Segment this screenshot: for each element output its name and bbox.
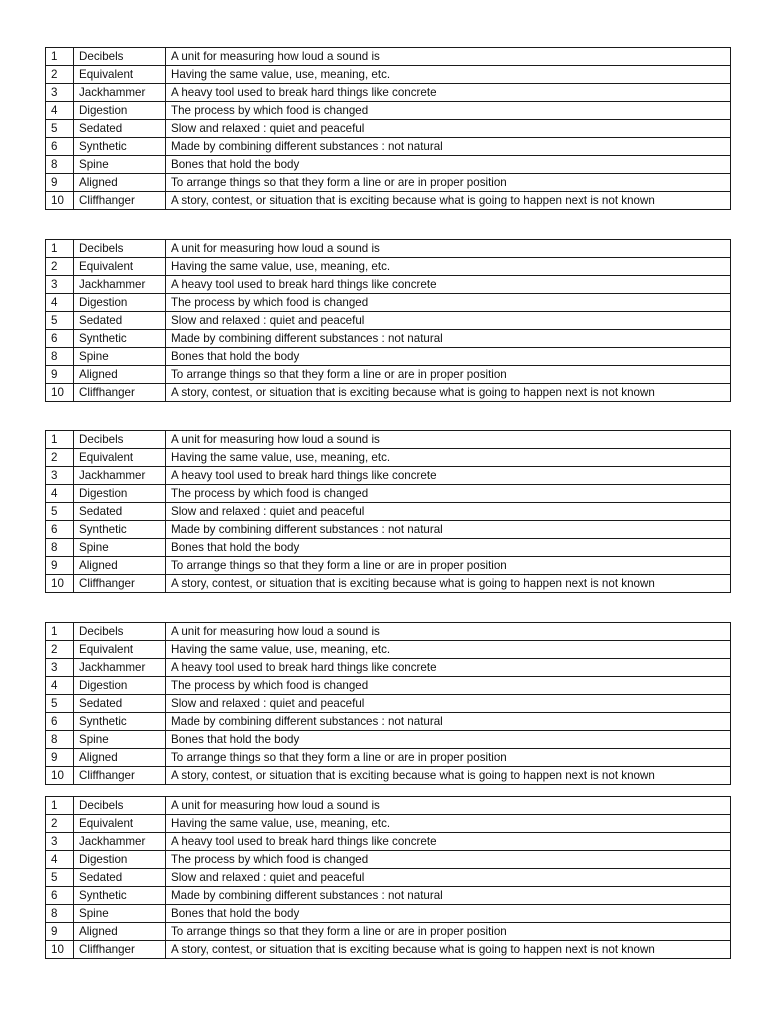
table-row bbox=[46, 941, 731, 959]
definition-cell: A story, contest, or situation that is exciting because what is going to happen next is not known bbox=[166, 192, 731, 210]
row-number-cell: 3 bbox=[46, 833, 74, 851]
vocabulary-word-cell: Sedated bbox=[74, 312, 166, 330]
table-row bbox=[46, 66, 731, 84]
table-row bbox=[46, 449, 731, 467]
table-row bbox=[46, 833, 731, 851]
definition-cell: The process by which food is changed bbox=[166, 851, 731, 869]
table-row bbox=[46, 641, 731, 659]
table-row bbox=[46, 366, 731, 384]
vocabulary-word-cell: Equivalent bbox=[74, 815, 166, 833]
row-number-cell: 10 bbox=[46, 384, 74, 402]
row-number-cell: 6 bbox=[46, 521, 74, 539]
row-number-cell: 9 bbox=[46, 923, 74, 941]
definition-cell: Bones that hold the body bbox=[166, 156, 731, 174]
definition-cell: A heavy tool used to break hard things like concrete bbox=[166, 833, 731, 851]
definition-cell: Made by combining different substances : not natural bbox=[166, 138, 731, 156]
definition-cell: Slow and relaxed : quiet and peaceful bbox=[166, 869, 731, 887]
definition-cell: Slow and relaxed : quiet and peaceful bbox=[166, 695, 731, 713]
definition-cell: A unit for measuring how loud a sound is bbox=[166, 48, 731, 66]
vocabulary-word-cell: Cliffhanger bbox=[74, 384, 166, 402]
vocabulary-word-cell: Decibels bbox=[74, 240, 166, 258]
vocabulary-word-cell: Aligned bbox=[74, 923, 166, 941]
vocabulary-table-body bbox=[46, 48, 731, 210]
definition-cell: A unit for measuring how loud a sound is bbox=[166, 240, 731, 258]
vocabulary-word-cell: Digestion bbox=[74, 677, 166, 695]
row-number-cell: 4 bbox=[46, 294, 74, 312]
table-row bbox=[46, 851, 731, 869]
definition-cell: To arrange things so that they form a line or are in proper position bbox=[166, 749, 731, 767]
definition-cell: Bones that hold the body bbox=[166, 905, 731, 923]
definition-cell: Made by combining different substances : not natural bbox=[166, 713, 731, 731]
table-row bbox=[46, 749, 731, 767]
definition-cell: A heavy tool used to break hard things like concrete bbox=[166, 659, 731, 677]
table-row bbox=[46, 713, 731, 731]
vocabulary-table bbox=[45, 47, 731, 210]
vocabulary-table-body bbox=[46, 623, 731, 785]
definition-cell: Having the same value, use, meaning, etc. bbox=[166, 641, 731, 659]
vocabulary-word-cell: Synthetic bbox=[74, 521, 166, 539]
table-row bbox=[46, 174, 731, 192]
row-number-cell: 4 bbox=[46, 677, 74, 695]
vocabulary-word-cell: Jackhammer bbox=[74, 833, 166, 851]
vocabulary-word-cell: Digestion bbox=[74, 102, 166, 120]
vocabulary-word-cell: Aligned bbox=[74, 557, 166, 575]
table-row bbox=[46, 48, 731, 66]
table-row bbox=[46, 539, 731, 557]
definition-cell: A heavy tool used to break hard things like concrete bbox=[166, 467, 731, 485]
table-row bbox=[46, 677, 731, 695]
table-row bbox=[46, 905, 731, 923]
vocabulary-word-cell: Equivalent bbox=[74, 66, 166, 84]
table-row bbox=[46, 384, 731, 402]
vocabulary-word-cell: Cliffhanger bbox=[74, 575, 166, 593]
row-number-cell: 8 bbox=[46, 348, 74, 366]
vocabulary-table bbox=[45, 430, 731, 593]
vocabulary-word-cell: Equivalent bbox=[74, 641, 166, 659]
row-number-cell: 6 bbox=[46, 138, 74, 156]
definition-cell: Having the same value, use, meaning, etc. bbox=[166, 66, 731, 84]
table-row bbox=[46, 923, 731, 941]
definition-cell: To arrange things so that they form a line or are in proper position bbox=[166, 174, 731, 192]
vocabulary-table-body bbox=[46, 797, 731, 959]
vocabulary-word-cell: Decibels bbox=[74, 623, 166, 641]
row-number-cell: 10 bbox=[46, 575, 74, 593]
table-row bbox=[46, 815, 731, 833]
vocabulary-word-cell: Aligned bbox=[74, 749, 166, 767]
vocabulary-word-cell: Spine bbox=[74, 731, 166, 749]
row-number-cell: 3 bbox=[46, 276, 74, 294]
definition-cell: To arrange things so that they form a line or are in proper position bbox=[166, 923, 731, 941]
row-number-cell: 2 bbox=[46, 815, 74, 833]
definition-cell: A story, contest, or situation that is exciting because what is going to happen next is not known bbox=[166, 575, 731, 593]
table-row bbox=[46, 431, 731, 449]
vocabulary-word-cell: Aligned bbox=[74, 366, 166, 384]
row-number-cell: 5 bbox=[46, 312, 74, 330]
table-row bbox=[46, 557, 731, 575]
vocabulary-word-cell: Aligned bbox=[74, 174, 166, 192]
row-number-cell: 1 bbox=[46, 797, 74, 815]
row-number-cell: 8 bbox=[46, 905, 74, 923]
row-number-cell: 10 bbox=[46, 192, 74, 210]
vocabulary-word-cell: Equivalent bbox=[74, 449, 166, 467]
table-row bbox=[46, 485, 731, 503]
vocabulary-word-cell: Spine bbox=[74, 156, 166, 174]
definition-cell: A story, contest, or situation that is exciting because what is going to happen next is not known bbox=[166, 767, 731, 785]
definition-cell: The process by which food is changed bbox=[166, 294, 731, 312]
table-row bbox=[46, 258, 731, 276]
definition-cell: Slow and relaxed : quiet and peaceful bbox=[166, 503, 731, 521]
vocabulary-word-cell: Synthetic bbox=[74, 138, 166, 156]
definition-cell: Slow and relaxed : quiet and peaceful bbox=[166, 120, 731, 138]
table-row bbox=[46, 503, 731, 521]
table-row bbox=[46, 84, 731, 102]
definition-cell: To arrange things so that they form a line or are in proper position bbox=[166, 557, 731, 575]
definition-cell: Having the same value, use, meaning, etc. bbox=[166, 258, 731, 276]
definition-cell: Bones that hold the body bbox=[166, 731, 731, 749]
vocabulary-word-cell: Spine bbox=[74, 905, 166, 923]
row-number-cell: 1 bbox=[46, 48, 74, 66]
definition-cell: A story, contest, or situation that is exciting because what is going to happen next is not known bbox=[166, 384, 731, 402]
definition-cell: Having the same value, use, meaning, etc. bbox=[166, 449, 731, 467]
table-row bbox=[46, 294, 731, 312]
vocabulary-word-cell: Jackhammer bbox=[74, 276, 166, 294]
definition-cell: Made by combining different substances : not natural bbox=[166, 330, 731, 348]
table-row bbox=[46, 695, 731, 713]
table-row bbox=[46, 156, 731, 174]
table-row bbox=[46, 330, 731, 348]
definition-cell: A story, contest, or situation that is exciting because what is going to happen next is not known bbox=[166, 941, 731, 959]
row-number-cell: 3 bbox=[46, 659, 74, 677]
row-number-cell: 1 bbox=[46, 431, 74, 449]
definition-cell: Bones that hold the body bbox=[166, 539, 731, 557]
row-number-cell: 9 bbox=[46, 174, 74, 192]
table-row bbox=[46, 467, 731, 485]
vocabulary-word-cell: Digestion bbox=[74, 485, 166, 503]
row-number-cell: 1 bbox=[46, 240, 74, 258]
row-number-cell: 2 bbox=[46, 258, 74, 276]
table-row bbox=[46, 521, 731, 539]
table-row bbox=[46, 575, 731, 593]
row-number-cell: 8 bbox=[46, 731, 74, 749]
row-number-cell: 2 bbox=[46, 449, 74, 467]
vocabulary-word-cell: Equivalent bbox=[74, 258, 166, 276]
definition-cell: Bones that hold the body bbox=[166, 348, 731, 366]
vocabulary-table bbox=[45, 239, 731, 402]
table-row bbox=[46, 240, 731, 258]
table-row bbox=[46, 138, 731, 156]
vocabulary-word-cell: Digestion bbox=[74, 851, 166, 869]
definition-cell: The process by which food is changed bbox=[166, 485, 731, 503]
row-number-cell: 3 bbox=[46, 84, 74, 102]
definition-cell: A unit for measuring how loud a sound is bbox=[166, 797, 731, 815]
table-row bbox=[46, 731, 731, 749]
vocabulary-word-cell: Sedated bbox=[74, 869, 166, 887]
vocabulary-word-cell: Jackhammer bbox=[74, 467, 166, 485]
vocabulary-word-cell: Cliffhanger bbox=[74, 192, 166, 210]
vocabulary-word-cell: Spine bbox=[74, 348, 166, 366]
vocabulary-word-cell: Sedated bbox=[74, 120, 166, 138]
row-number-cell: 8 bbox=[46, 539, 74, 557]
table-row bbox=[46, 623, 731, 641]
row-number-cell: 6 bbox=[46, 330, 74, 348]
definition-cell: Having the same value, use, meaning, etc. bbox=[166, 815, 731, 833]
vocabulary-word-cell: Sedated bbox=[74, 503, 166, 521]
row-number-cell: 5 bbox=[46, 869, 74, 887]
vocabulary-word-cell: Jackhammer bbox=[74, 659, 166, 677]
row-number-cell: 5 bbox=[46, 695, 74, 713]
table-row bbox=[46, 312, 731, 330]
row-number-cell: 4 bbox=[46, 102, 74, 120]
vocabulary-word-cell: Digestion bbox=[74, 294, 166, 312]
definition-cell: Made by combining different substances : not natural bbox=[166, 887, 731, 905]
definition-cell: A heavy tool used to break hard things like concrete bbox=[166, 84, 731, 102]
table-row bbox=[46, 767, 731, 785]
table-row bbox=[46, 348, 731, 366]
vocabulary-word-cell: Synthetic bbox=[74, 887, 166, 905]
table-row bbox=[46, 120, 731, 138]
table-row bbox=[46, 659, 731, 677]
definition-cell: A unit for measuring how loud a sound is bbox=[166, 431, 731, 449]
table-row bbox=[46, 276, 731, 294]
vocabulary-table bbox=[45, 796, 731, 959]
vocabulary-word-cell: Synthetic bbox=[74, 330, 166, 348]
row-number-cell: 4 bbox=[46, 851, 74, 869]
row-number-cell: 2 bbox=[46, 66, 74, 84]
row-number-cell: 9 bbox=[46, 557, 74, 575]
definition-cell: The process by which food is changed bbox=[166, 102, 731, 120]
vocabulary-word-cell: Decibels bbox=[74, 48, 166, 66]
definition-cell: Slow and relaxed : quiet and peaceful bbox=[166, 312, 731, 330]
vocabulary-table bbox=[45, 622, 731, 785]
vocabulary-word-cell: Spine bbox=[74, 539, 166, 557]
vocabulary-table-body bbox=[46, 431, 731, 593]
definition-cell: To arrange things so that they form a line or are in proper position bbox=[166, 366, 731, 384]
row-number-cell: 5 bbox=[46, 120, 74, 138]
definition-cell: Made by combining different substances : not natural bbox=[166, 521, 731, 539]
row-number-cell: 10 bbox=[46, 767, 74, 785]
row-number-cell: 3 bbox=[46, 467, 74, 485]
vocabulary-word-cell: Decibels bbox=[74, 797, 166, 815]
table-row bbox=[46, 192, 731, 210]
row-number-cell: 8 bbox=[46, 156, 74, 174]
row-number-cell: 2 bbox=[46, 641, 74, 659]
row-number-cell: 6 bbox=[46, 887, 74, 905]
vocabulary-word-cell: Cliffhanger bbox=[74, 941, 166, 959]
table-row bbox=[46, 887, 731, 905]
row-number-cell: 6 bbox=[46, 713, 74, 731]
vocabulary-word-cell: Jackhammer bbox=[74, 84, 166, 102]
vocabulary-word-cell: Cliffhanger bbox=[74, 767, 166, 785]
vocabulary-table-body bbox=[46, 240, 731, 402]
definition-cell: The process by which food is changed bbox=[166, 677, 731, 695]
vocabulary-word-cell: Decibels bbox=[74, 431, 166, 449]
definition-cell: A unit for measuring how loud a sound is bbox=[166, 623, 731, 641]
row-number-cell: 9 bbox=[46, 749, 74, 767]
row-number-cell: 10 bbox=[46, 941, 74, 959]
vocabulary-word-cell: Sedated bbox=[74, 695, 166, 713]
row-number-cell: 4 bbox=[46, 485, 74, 503]
table-row bbox=[46, 102, 731, 120]
row-number-cell: 1 bbox=[46, 623, 74, 641]
table-row bbox=[46, 869, 731, 887]
row-number-cell: 9 bbox=[46, 366, 74, 384]
table-row bbox=[46, 797, 731, 815]
vocabulary-word-cell: Synthetic bbox=[74, 713, 166, 731]
definition-cell: A heavy tool used to break hard things like concrete bbox=[166, 276, 731, 294]
row-number-cell: 5 bbox=[46, 503, 74, 521]
